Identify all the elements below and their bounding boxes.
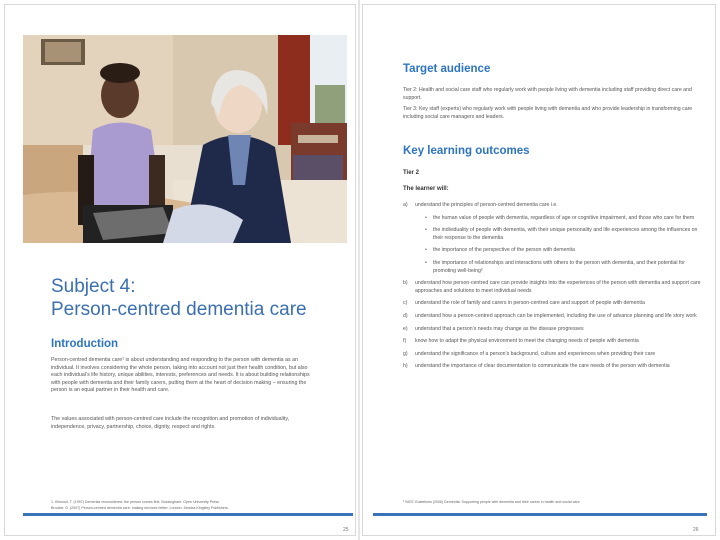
learning-outcomes-list <box>403 202 703 376</box>
principle-item <box>425 247 703 255</box>
principle-item <box>425 260 703 275</box>
page-gutter <box>358 0 360 540</box>
left-page-rule <box>23 513 353 516</box>
introduction-paragraph-1: Person-centred dementia care¹ is about understanding and responding to the person with dementia as an individual. It involves considering the whole person, taking into account not just their health condition, but also each individual’s life history, unique abilities, interests, preferences and needs. It is about building relationships with people with dementia and their family carers, putting them at the heart of decision making – ensuring the person is an equal partner in their health and care. <box>51 357 310 394</box>
subject-title <box>51 275 341 321</box>
outcome-letter: c) <box>403 300 408 307</box>
outcome-f <box>403 338 703 346</box>
principle-item <box>425 227 703 242</box>
bullet-icon: • <box>425 214 427 221</box>
right-page-rule <box>373 513 707 516</box>
principles-sublist <box>415 215 703 276</box>
learner-will-label: The learner will: <box>403 186 449 192</box>
right-page <box>362 4 716 536</box>
outcome-text: know how to adapt the physical environment to meet the changing needs of people with dementia <box>415 338 639 345</box>
right-page-number: 26 <box>693 527 699 533</box>
outcome-letter: d) <box>403 312 408 319</box>
bullet-icon: • <box>425 259 427 266</box>
outcome-text: understand how a person-centred approach can be implemented, including the use of advance planning and life story work <box>415 312 697 319</box>
principle-text: the human value of people with dementia, regardless of age or cognitive impairment, and those who care for them <box>433 214 695 221</box>
subject-title-line1: Subject 4: <box>51 276 136 297</box>
outcome-letter: a) <box>403 202 408 208</box>
subject-title-line2: Person-centred dementia care <box>51 299 307 320</box>
outcome-a <box>403 202 703 275</box>
left-page <box>4 4 356 536</box>
left-footnotes <box>51 499 311 511</box>
principle-item <box>425 215 703 223</box>
introduction-heading: Introduction <box>51 338 119 350</box>
outcome-text: understand the significance of a person’s background, culture and experiences when providing their care <box>415 350 656 357</box>
right-footnote: ² NICE Guidelines (2006) Dementia: Supporting people with dementia and their carers in health and social care <box>403 500 580 504</box>
bullet-icon: • <box>425 247 427 254</box>
principle-text: the importance of relationships and interactions with others to the person with dementia, and their potential for promoting well-being² <box>433 259 686 274</box>
target-tier-2-text: Tier 2: Health and social care staff who regularly work with people living with dementia including staff providing direct care and support. <box>403 87 692 101</box>
bullet-icon: • <box>425 227 427 234</box>
carer-and-resident-photo <box>23 35 347 243</box>
outcome-e <box>403 326 703 334</box>
outcome-text: understand that a person’s needs may change as the disease progresses <box>415 325 584 332</box>
left-page-number: 25 <box>343 527 349 533</box>
tier-label: Tier 2 <box>403 170 419 176</box>
outcome-text: understand the importance of clear documentation to communicate the care needs of the person with dementia <box>415 363 670 370</box>
principle-text: the importance of the perspective of the person with dementia <box>433 247 575 254</box>
outcome-b <box>403 280 703 295</box>
outcome-text: understand the principles of person-centred dementia care i.e. <box>415 202 558 208</box>
outcome-text: understand the role of family and carers in person-centred care and support of people with dementia <box>415 300 645 307</box>
outcome-d <box>403 313 703 321</box>
footnote-kitwood: 1. Kitwood, T. (1997) Dementia reconsidered: the person comes first. Buckingham: Open University Press <box>51 500 219 504</box>
target-audience-heading: Target audience <box>403 63 491 75</box>
outcome-letter: f) <box>403 338 407 345</box>
target-tier-3-text: Tier 3: Key staff (experts) who regularly work with people living with dementia and who provide leadership in transforming care including social care managers and leaders. <box>403 106 693 120</box>
outcome-h <box>403 363 703 371</box>
outcome-g <box>403 351 703 359</box>
photo-illustration <box>23 35 347 243</box>
principle-text: the individuality of people with dementia, with their unique personality and life experiences among the influences on their response to the dementia <box>433 227 698 241</box>
outcome-letter: g) <box>403 350 408 357</box>
outcome-c <box>403 300 703 308</box>
outcome-letter: h) <box>403 363 408 370</box>
outcome-letter: b) <box>403 280 408 287</box>
key-learning-outcomes-heading: Key learning outcomes <box>403 145 530 157</box>
outcome-letter: e) <box>403 325 408 332</box>
introduction-paragraph-2: The values associated with person-centred care include the recognition and promotion of individuality, independence, privacy, partnership, choice, dignity, respect and rights. <box>51 416 290 430</box>
footnote-brooker: Brooker, D. (2007) Person-centred dementia care: making services better. London: Jessica Kingsley Publishers. <box>51 506 229 510</box>
outcome-text: understand how person-centred care can provide insights into the experiences of the person with dementia and support care approaches and solutions to meet individual needs <box>415 280 701 294</box>
